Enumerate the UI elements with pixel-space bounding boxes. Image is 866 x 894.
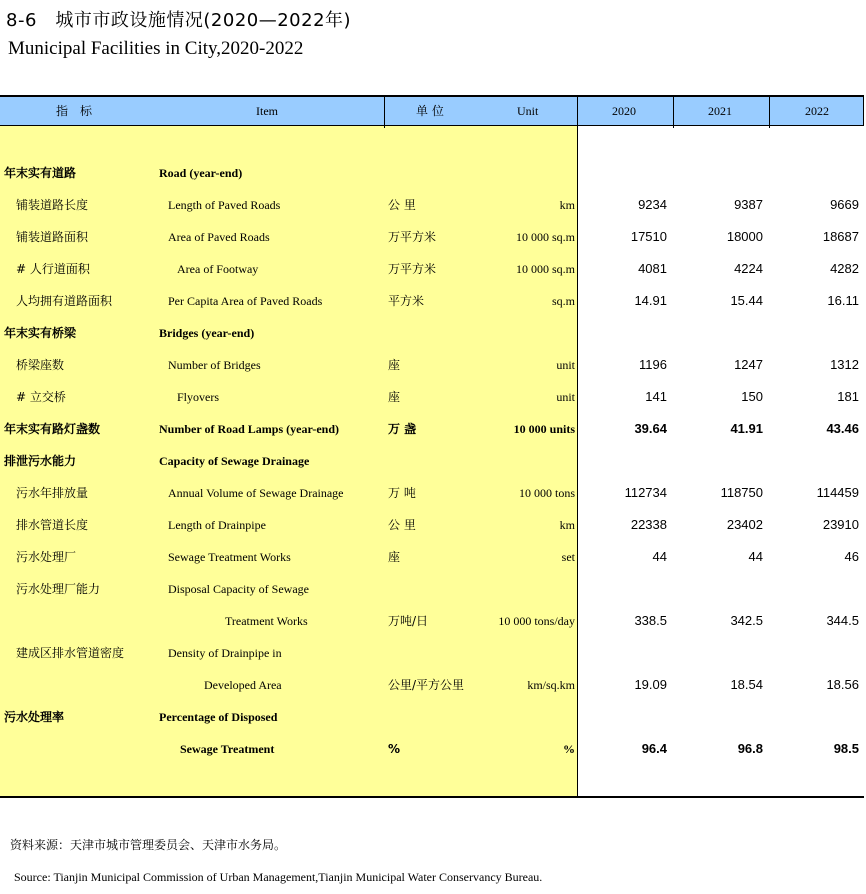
value-2022: 18.56 xyxy=(826,677,859,692)
value-2021 xyxy=(674,573,763,605)
value-2021: 18000 xyxy=(726,229,763,244)
unit-en: unit xyxy=(556,358,575,372)
value-2022 xyxy=(770,573,859,605)
header-unit-cn: 单 位 xyxy=(416,104,444,118)
table-row xyxy=(0,349,864,381)
table-row xyxy=(0,701,864,733)
unit-en: km xyxy=(559,518,575,532)
unit-en xyxy=(460,637,575,669)
item-en: Developed Area xyxy=(204,678,282,692)
item-en: Per Capita Area of Paved Roads xyxy=(168,294,323,308)
item-en: Disposal Capacity of Sewage xyxy=(168,582,309,596)
table-row xyxy=(0,477,864,509)
unit-cn: 座 xyxy=(388,390,401,404)
item-en: Length of Paved Roads xyxy=(168,198,281,212)
indicator-cn: 年末实有道路 xyxy=(4,166,77,180)
unit-en: km xyxy=(559,198,575,212)
value-2022: 43.46 xyxy=(826,421,859,436)
item-en: Treatment Works xyxy=(225,614,308,628)
value-2020 xyxy=(578,637,667,669)
value-2022: 4282 xyxy=(830,261,859,276)
header-item-en: Item xyxy=(256,104,278,118)
item-en: Area of Footway xyxy=(177,262,259,276)
value-2021 xyxy=(674,637,763,669)
value-2021: 96.8 xyxy=(737,741,763,756)
value-2021: 4224 xyxy=(734,261,763,276)
indicator-cn: 铺装道路长度 xyxy=(16,198,89,212)
header-divider xyxy=(769,97,770,128)
value-2021 xyxy=(674,445,763,477)
value-2022: 18687 xyxy=(822,229,859,244)
value-2022 xyxy=(770,157,859,189)
unit-en: unit xyxy=(556,390,575,404)
unit-en: 10 000 sq.m xyxy=(515,262,575,276)
table-row xyxy=(0,157,864,189)
unit-cn: 万平方米 xyxy=(388,262,437,276)
table-row xyxy=(0,445,864,477)
unit-en: sq.m xyxy=(551,294,575,308)
item-en: Number of Bridges xyxy=(168,358,261,372)
value-2021: 44 xyxy=(748,549,763,564)
indicator-cn: # 人行道面积 xyxy=(16,262,90,276)
header-year-2020: 2020 xyxy=(612,104,636,118)
unit-cn: 万吨/日 xyxy=(388,614,429,628)
value-2021: 15.44 xyxy=(730,293,763,308)
value-2021 xyxy=(674,317,763,349)
indicator-cn: 建成区排水管道密度 xyxy=(16,646,125,660)
value-2020 xyxy=(578,445,667,477)
table-row xyxy=(0,637,864,669)
unit-cn: 万 吨 xyxy=(388,486,416,500)
value-2020: 141 xyxy=(645,389,667,404)
unit-cn: 平方米 xyxy=(388,294,425,308)
value-2020: 4081 xyxy=(638,261,667,276)
table-row xyxy=(0,189,864,221)
value-2020: 1196 xyxy=(639,357,667,372)
value-2022: 16.11 xyxy=(827,293,859,308)
table-row xyxy=(0,413,864,445)
value-2021: 41.91 xyxy=(730,421,763,436)
value-2022: 114459 xyxy=(816,485,859,500)
value-2020: 22338 xyxy=(630,517,667,532)
table-row xyxy=(0,317,864,349)
value-2020: 39.64 xyxy=(634,421,667,436)
item-en: Density of Drainpipe in xyxy=(168,646,282,660)
table-row xyxy=(0,733,864,765)
page-title-cn: 8-6 城市市政设施情况(2020—2022年) xyxy=(6,10,352,31)
table-row xyxy=(0,221,864,253)
item-en: Sewage Treatment Works xyxy=(168,550,291,564)
indicator-cn: 桥梁座数 xyxy=(16,358,65,372)
value-2021: 1247 xyxy=(734,357,763,372)
value-2021: 150 xyxy=(741,389,763,404)
unit-en xyxy=(460,573,575,605)
value-2022: 344.5 xyxy=(826,613,859,628)
item-en: Bridges (year-end) xyxy=(159,326,255,340)
table-header xyxy=(0,95,864,126)
value-2021: 342.5 xyxy=(730,613,763,628)
indicator-cn: 污水年排放量 xyxy=(16,486,89,500)
header-unit-en: Unit xyxy=(517,104,539,118)
unit-en: set xyxy=(561,550,575,564)
value-2022: 23910 xyxy=(822,517,859,532)
value-2020: 96.4 xyxy=(641,741,667,756)
item-en: Annual Volume of Sewage Drainage xyxy=(168,486,344,500)
value-2020: 9234 xyxy=(638,197,667,212)
unit-cn: 座 xyxy=(388,358,401,372)
unit-en xyxy=(460,157,575,189)
indicator-cn: 年末实有路灯盏数 xyxy=(4,422,101,436)
right-border xyxy=(863,95,864,126)
value-2022 xyxy=(770,637,859,669)
data-table xyxy=(0,95,864,797)
unit-en: 10 000 tons xyxy=(518,486,575,500)
header-divider xyxy=(384,97,385,128)
header-year-2022: 2022 xyxy=(805,104,829,118)
unit-en xyxy=(460,445,575,477)
value-2021: 9387 xyxy=(734,197,763,212)
indicator-cn: 铺装道路面积 xyxy=(16,230,89,244)
value-2022: 1312 xyxy=(830,357,859,372)
unit-cn: 座 xyxy=(388,550,401,564)
value-2020: 112734 xyxy=(624,485,667,500)
value-2022: 9669 xyxy=(830,197,859,212)
item-en: Flyovers xyxy=(177,390,219,404)
table-row xyxy=(0,541,864,573)
indicator-cn: 排泄污水能力 xyxy=(4,454,77,468)
value-2021: 18.54 xyxy=(730,677,763,692)
source-note-cn: 资料来源：天津市城市管理委员会、天津市水务局。 xyxy=(10,838,287,852)
page-title-en: Municipal Facilities in City,2020-2022 xyxy=(8,38,304,59)
value-2020 xyxy=(578,317,667,349)
item-en: Capacity of Sewage Drainage xyxy=(159,454,310,468)
value-2020: 19.09 xyxy=(634,677,667,692)
value-2020 xyxy=(578,573,667,605)
unit-cn: 公 里 xyxy=(388,198,416,212)
unit-en: km/sq.km xyxy=(527,678,575,692)
table-row xyxy=(0,573,864,605)
value-2022 xyxy=(770,317,859,349)
item-en: Area of Paved Roads xyxy=(168,230,270,244)
table-row xyxy=(0,285,864,317)
unit-en: 10 000 tons/day xyxy=(498,614,575,628)
value-2020: 14.91 xyxy=(634,293,667,308)
unit-en xyxy=(460,701,575,733)
table-row xyxy=(0,605,864,637)
indicator-cn: 污水处理率 xyxy=(4,710,65,724)
value-2022 xyxy=(770,701,859,733)
header-indicator-cn: 指 标 xyxy=(56,104,93,118)
header-divider xyxy=(673,97,674,128)
value-2022: 46 xyxy=(844,549,859,564)
unit-en: 10 000 units xyxy=(513,422,575,436)
value-2022 xyxy=(770,445,859,477)
source-note-en: Source: Tianjin Municipal Commission of Urban Management,Tianjin Municipal Water Conservancy Bureau. xyxy=(14,870,543,884)
item-en: Number of Road Lamps (year-end) xyxy=(159,422,339,436)
table-row xyxy=(0,509,864,541)
table-row xyxy=(0,253,864,285)
value-2022: 181 xyxy=(837,389,859,404)
table-bottom-rule xyxy=(0,796,864,798)
value-2020: 44 xyxy=(652,549,667,564)
item-en: Road (year-end) xyxy=(159,166,243,180)
value-2022: 98.5 xyxy=(833,741,859,756)
unit-en: 10 000 sq.m xyxy=(515,230,575,244)
indicator-cn: 污水处理厂能力 xyxy=(16,582,101,596)
indicator-cn: 年末实有桥梁 xyxy=(4,326,77,340)
value-2020 xyxy=(578,157,667,189)
indicator-cn: # 立交桥 xyxy=(16,390,66,404)
indicator-cn: 污水处理厂 xyxy=(16,550,77,564)
unit-cn: % xyxy=(388,742,401,756)
indicator-cn: 人均拥有道路面积 xyxy=(16,294,113,308)
header-year-2021: 2021 xyxy=(708,104,732,118)
value-2021: 23402 xyxy=(726,517,763,532)
unit-cn: 公里/平方公里 xyxy=(388,678,465,692)
value-2021: 118750 xyxy=(720,485,763,500)
value-2021 xyxy=(674,701,763,733)
value-2021 xyxy=(674,157,763,189)
item-en: Sewage Treatment xyxy=(180,742,275,756)
unit-cn: 万平方米 xyxy=(388,230,437,244)
unit-en xyxy=(460,317,575,349)
value-2020: 17510 xyxy=(630,229,667,244)
value-2020: 338.5 xyxy=(634,613,667,628)
value-2020 xyxy=(578,701,667,733)
indicator-cn: 排水管道长度 xyxy=(16,518,89,532)
unit-cn: 万 盏 xyxy=(388,422,417,436)
table-row xyxy=(0,669,864,701)
unit-en: % xyxy=(563,742,575,756)
item-en: Percentage of Disposed xyxy=(159,710,278,724)
unit-cn: 公 里 xyxy=(388,518,416,532)
item-en: Length of Drainpipe xyxy=(168,518,266,532)
table-row xyxy=(0,381,864,413)
